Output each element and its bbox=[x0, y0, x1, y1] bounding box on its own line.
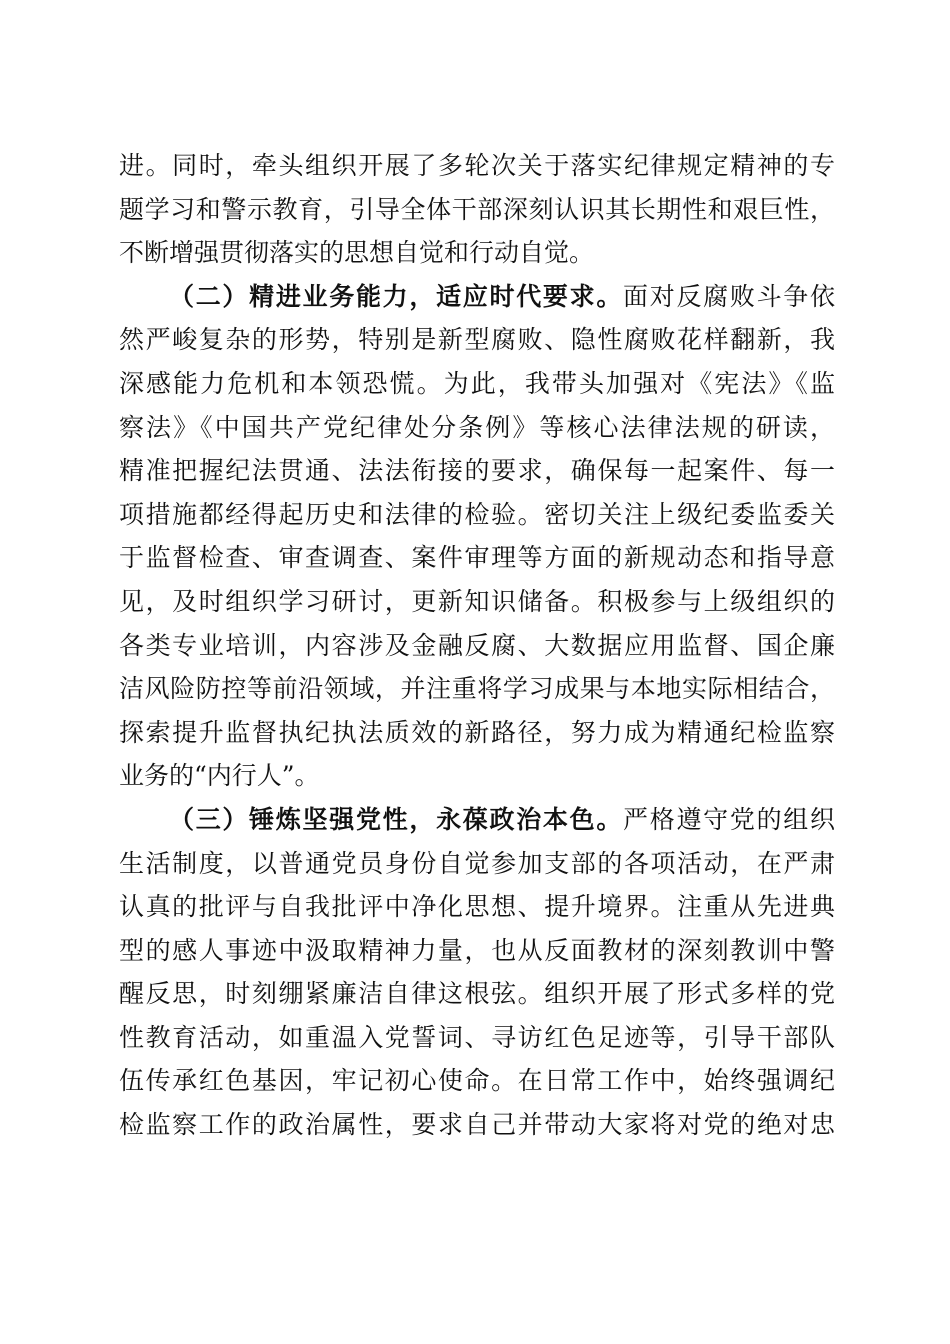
text-line: 醒反思，时刻绷紧廉洁自律这根弦。组织开展了形式多样的党 bbox=[119, 979, 835, 1009]
paragraph-party-spirit bbox=[119, 798, 835, 1147]
text-line bbox=[119, 275, 835, 319]
text-line: 生活制度，以普通党员身份自觉参加支部的各项活动，在严肃 bbox=[119, 848, 835, 878]
paragraph-business-ability bbox=[119, 275, 835, 798]
text-line: 探索提升监督执纪执法质效的新路径，努力成为精通纪检监察 bbox=[119, 717, 835, 747]
text-line: 然严峻复杂的形势，特别是新型腐败、隐性腐败花样翻新，我 bbox=[119, 325, 835, 355]
section-heading: （三）锤炼坚强党性，永葆政治本色。 bbox=[169, 804, 624, 834]
text-line: 项措施都经得起历史和法律的检验。密切关注上级纪委监委关 bbox=[119, 499, 835, 529]
text-line: 检监察工作的政治属性，要求自己并带动大家将对党的绝对忠 bbox=[119, 1110, 835, 1140]
text-line: 洁风险防控等前沿领域，并注重将学习成果与本地实际相结合， bbox=[119, 674, 835, 704]
text-line: 伍传承红色基因，牢记初心使命。在日常工作中，始终强调纪 bbox=[119, 1066, 835, 1096]
text-line: 性教育活动，如重温入党誓词、寻访红色足迹等，引导干部队 bbox=[119, 1022, 835, 1052]
text-line: 认真的批评与自我批评中净化思想、提升境界。注重从先进典 bbox=[119, 892, 835, 922]
text-line: 察法》《中国共产党纪律处分条例》等核心法律法规的研读， bbox=[119, 412, 835, 442]
text-run: 面对反腐败斗争依 bbox=[623, 281, 835, 311]
text-line: 深感能力危机和本领恐慌。为此，我带头加强对《宪法》《监 bbox=[119, 368, 835, 398]
text-line: 型的感人事迹中汲取精神力量，也从反面教材的深刻教训中警 bbox=[119, 935, 835, 965]
paragraph-continuation bbox=[119, 144, 835, 275]
section-heading: （二）精进业务能力，适应时代要求。 bbox=[169, 281, 624, 311]
text-line: 于监督检查、审查调查、案件审理等方面的新规动态和指导意 bbox=[119, 543, 835, 573]
document-body bbox=[119, 144, 835, 1147]
text-line bbox=[119, 798, 835, 842]
text-line: 业务的“内行人”。 bbox=[119, 761, 320, 791]
text-line: 精准把握纪法贯通、法法衔接的要求，确保每一起案件、每一 bbox=[119, 456, 835, 486]
text-run: 严格遵守党的组织 bbox=[623, 804, 835, 834]
text-line: 进。同时，牵头组织开展了多轮次关于落实纪律规定精神的专 bbox=[119, 151, 835, 180]
text-line: 题学习和警示教育，引导全体干部深刻认识其长期性和艰巨性， bbox=[119, 194, 835, 224]
text-line: 见，及时组织学习研讨，更新知识储备。积极参与上级组织的 bbox=[119, 586, 835, 616]
text-line: 不断增强贯彻落实的思想自觉和行动自觉。 bbox=[119, 238, 595, 268]
text-line: 各类专业培训，内容涉及金融反腐、大数据应用监督、国企廉 bbox=[119, 630, 835, 660]
